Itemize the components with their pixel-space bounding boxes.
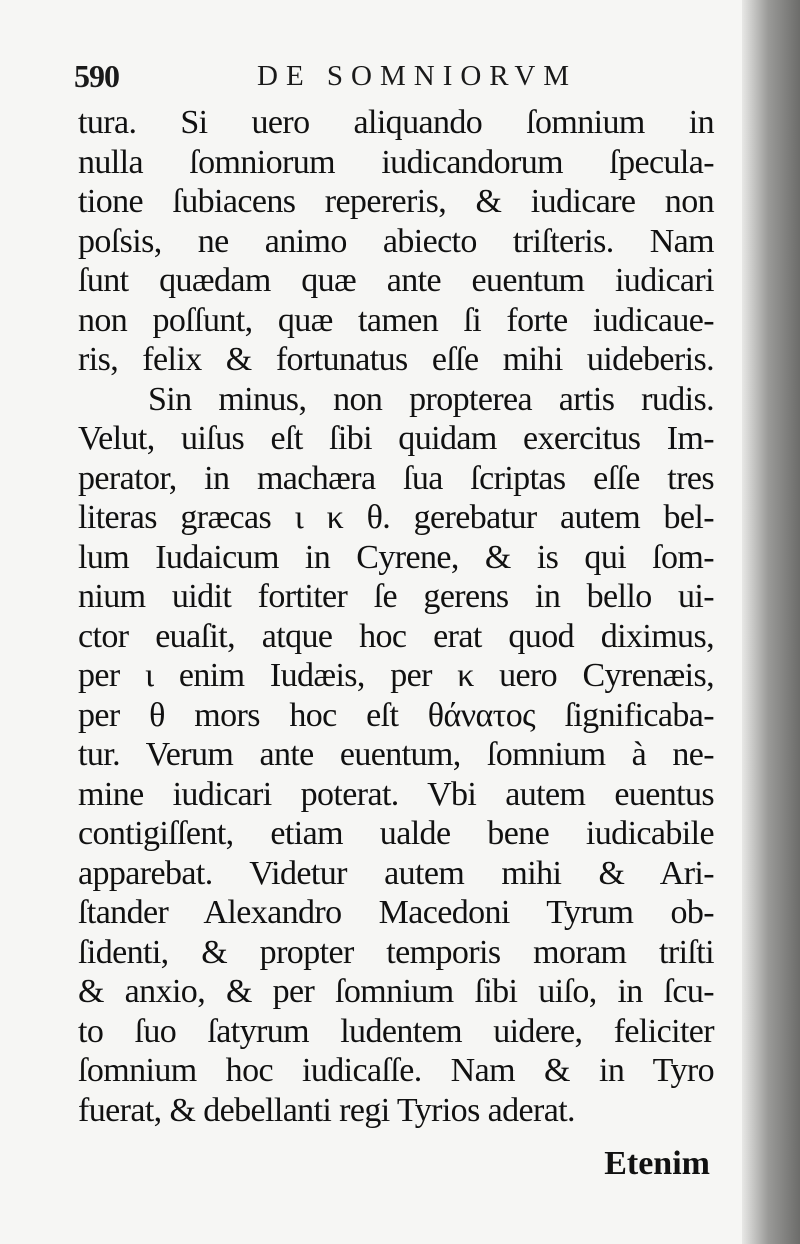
text-line: ctor euaſit, atque hoc erat quod diximus,: [78, 617, 714, 655]
text-line: Sin minus, non propterea artis rudis.: [148, 380, 714, 418]
text-line: per ι enim Iudæis, per κ uero Cyrenæis,: [78, 657, 714, 694]
text-line: literas græcas ι κ θ. gerebatur autem bel-: [78, 499, 714, 536]
text-line: per θ mors hoc eſt θάνατος ſignificaba-: [78, 696, 714, 734]
text-line: poſsis, ne animo abiecto triſteris. Nam: [78, 222, 714, 260]
page-gutter-shadow: [742, 0, 800, 1244]
text-line: ſtander Alexandro Macedoni Tyrum ob-: [78, 894, 714, 931]
text-line: Velut, uiſus eſt ſibi quidam exercitus Im-: [78, 420, 714, 457]
text-line: ſidenti, & propter temporis moram triſti: [78, 933, 714, 971]
text-line: ris, felix & fortunatus eſſe mihi uideberis.: [78, 341, 714, 378]
text-line: lum Iudaicum in Cyrene, & is qui ſom-: [78, 538, 714, 576]
text-line: tione ſubiacens repereris, & iudicare non: [78, 183, 714, 220]
body-text: [78, 103, 714, 1130]
text-line: nulla ſomniorum iudicandorum ſpecula-: [78, 143, 714, 181]
text-line: mine iudicari poterat. Vbi autem euentus: [78, 775, 714, 813]
text-line: & anxio, & per ſomnium ſibi uiſo, in ſcu-: [78, 973, 714, 1010]
text-line: fuerat, & debellanti regi Tyrios aderat.: [78, 1091, 575, 1129]
text-line: apparebat. Videtur autem mihi & Ari-: [78, 854, 714, 892]
text-line: tur. Verum ante euentum, ſomnium à ne-: [78, 736, 714, 773]
page-number: 590: [74, 58, 119, 94]
text-line: ſomnium hoc iudicaſſe. Nam & in Tyro: [78, 1052, 714, 1089]
text-line: to ſuo ſatyrum ludentem uidere, feliciter: [78, 1012, 714, 1050]
text-line: nium uidit fortiter ſe gerens in bello ui-: [78, 578, 714, 615]
text-line: contigiſſent, etiam ualde bene iudicabile: [78, 815, 714, 852]
catchword: Etenim: [604, 1145, 710, 1182]
text-line: perator, in machæra ſua ſcriptas eſſe tres: [78, 459, 714, 497]
text-line: non poſſunt, quæ tamen ſi forte iudicaue-: [78, 301, 714, 339]
text-line: tura. Si uero aliquando ſomnium in: [78, 104, 714, 141]
running-title: DE SOMNIORVM: [257, 60, 578, 92]
text-line: ſunt quædam quæ ante euentum iudicari: [78, 262, 714, 299]
page-header: [74, 58, 714, 102]
